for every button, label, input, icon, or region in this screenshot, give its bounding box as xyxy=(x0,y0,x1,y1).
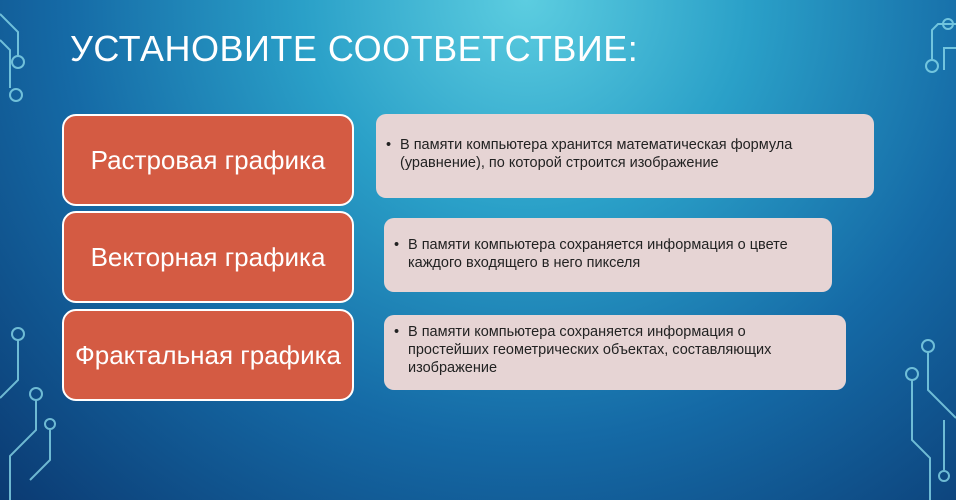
definition-text: В памяти компьютера сохраняется информация о простейших геометрических объектах, составляющих изображение xyxy=(408,324,772,376)
definition-box-1[interactable] xyxy=(376,114,874,198)
bullet-icon: • xyxy=(386,137,392,153)
term-label: Фрактальная графика xyxy=(75,340,341,370)
definition-box-2[interactable] xyxy=(384,218,832,292)
definition-text: В памяти компьютера хранится математическая формула (уравнение), по которой строится изображение xyxy=(400,137,793,171)
definition-text: В памяти компьютера сохраняется информация о цвете каждого входящего в него пикселя xyxy=(408,237,788,271)
bullet-icon: • xyxy=(394,237,400,253)
page-title: УСТАНОВИТЕ СООТВЕТСТВИЕ: xyxy=(70,28,639,69)
bullet-icon: • xyxy=(394,324,400,340)
term-label: Векторная графика xyxy=(90,242,326,272)
term-raster[interactable] xyxy=(62,114,354,206)
term-vector[interactable] xyxy=(62,211,354,303)
term-label: Растровая графика xyxy=(90,145,326,175)
term-fractal[interactable] xyxy=(62,309,354,401)
definition-box-3[interactable] xyxy=(384,315,846,390)
